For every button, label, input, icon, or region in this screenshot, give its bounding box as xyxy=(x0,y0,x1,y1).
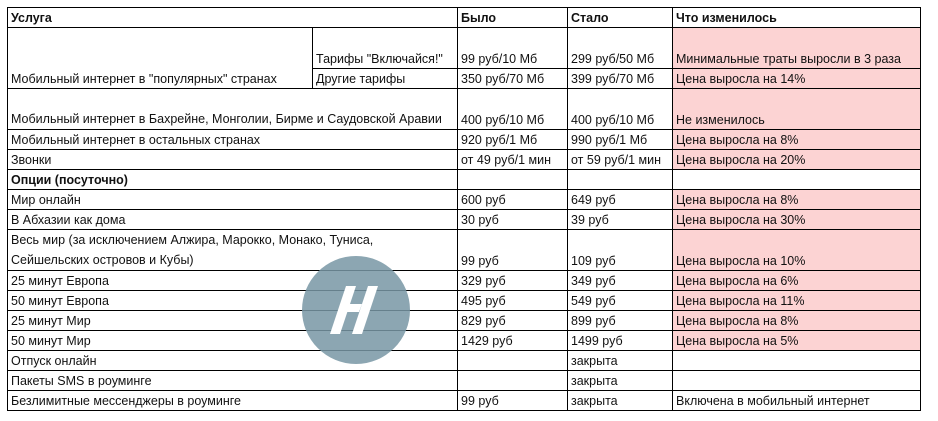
empty-cell xyxy=(568,170,673,190)
table-row xyxy=(8,271,921,291)
table-row xyxy=(8,331,921,351)
header-became: Стало xyxy=(568,8,673,28)
value-was: 30 руб xyxy=(458,210,568,230)
section-header-row xyxy=(8,170,921,190)
table-row xyxy=(8,291,921,311)
value-became: закрыта xyxy=(568,351,673,371)
value-was: от 49 руб/1 мин xyxy=(458,150,568,170)
value-changed: Цена выросла на 10% xyxy=(673,230,921,271)
table-row xyxy=(8,311,921,331)
header-service: Услуга xyxy=(8,8,458,28)
value-became: от 59 руб/1 мин xyxy=(568,150,673,170)
value-was: 99 руб xyxy=(458,391,568,411)
table-row xyxy=(8,28,921,69)
value-was: 829 руб xyxy=(458,311,568,331)
tariff-table xyxy=(7,7,921,411)
table-row xyxy=(8,391,921,411)
row-label: Отпуск онлайн xyxy=(8,351,458,371)
value-became: 990 руб/1 Мб xyxy=(568,130,673,150)
value-changed: Цена выросла на 20% xyxy=(673,150,921,170)
header-changed: Что изменилось xyxy=(673,8,921,28)
empty-cell xyxy=(458,170,568,190)
row-label: Весь мир (за исключением Алжира, Марокко, Монако, Туниса, Сейшельских островов и Кубы) xyxy=(8,230,458,271)
value-changed: Включена в мобильный интернет xyxy=(673,391,921,411)
empty-cell xyxy=(673,170,921,190)
table-row xyxy=(8,371,921,391)
value-was: 99 руб xyxy=(458,230,568,271)
row-label: Мобильный интернет в "популярных" странах xyxy=(8,28,313,89)
row-label: 50 минут Европа xyxy=(8,291,458,311)
value-was: 350 руб/70 Мб xyxy=(458,69,568,89)
value-was: 495 руб xyxy=(458,291,568,311)
value-was: 99 руб/10 Мб xyxy=(458,28,568,69)
row-label: В Абхазии как дома xyxy=(8,210,458,230)
slashes-logo-icon xyxy=(302,256,410,364)
value-became: 649 руб xyxy=(568,190,673,210)
table-row xyxy=(8,210,921,230)
row-label: 25 минут Европа xyxy=(8,271,458,291)
value-changed: Не изменилось xyxy=(673,89,921,130)
value-became: 899 руб xyxy=(568,311,673,331)
row-label: Безлимитные мессенджеры в роуминге xyxy=(8,391,458,411)
table-row xyxy=(8,190,921,210)
value-was: 600 руб xyxy=(458,190,568,210)
value-changed: Цена выросла на 5% xyxy=(673,331,921,351)
value-was xyxy=(458,371,568,391)
row-label: Пакеты SMS в роуминге xyxy=(8,371,458,391)
value-changed: Цена выросла на 30% xyxy=(673,210,921,230)
row-label: 50 минут Мир xyxy=(8,331,458,351)
value-changed: Цена выросла на 6% xyxy=(673,271,921,291)
value-changed xyxy=(673,351,921,371)
value-changed: Минимальные траты выросли в 3 раза xyxy=(673,28,921,69)
value-changed: Цена выросла на 11% xyxy=(673,291,921,311)
tariff-table-container xyxy=(7,7,921,411)
value-was: 1429 руб xyxy=(458,331,568,351)
value-became: 349 руб xyxy=(568,271,673,291)
value-became: 400 руб/10 Мб xyxy=(568,89,673,130)
table-row xyxy=(8,351,921,371)
value-became: 39 руб xyxy=(568,210,673,230)
value-was: 329 руб xyxy=(458,271,568,291)
value-became: закрыта xyxy=(568,371,673,391)
table-row xyxy=(8,89,921,130)
table-row xyxy=(8,130,921,150)
value-became: 109 руб xyxy=(568,230,673,271)
row-label: 25 минут Мир xyxy=(8,311,458,331)
value-was: 920 руб/1 Мб xyxy=(458,130,568,150)
value-changed: Цена выросла на 8% xyxy=(673,190,921,210)
value-changed: Цена выросла на 8% xyxy=(673,130,921,150)
header-row xyxy=(8,8,921,28)
sub-row-label: Другие тарифы xyxy=(313,69,458,89)
value-was xyxy=(458,351,568,371)
value-changed xyxy=(673,371,921,391)
value-was: 400 руб/10 Мб xyxy=(458,89,568,130)
value-became: 549 руб xyxy=(568,291,673,311)
table-row xyxy=(8,230,921,271)
row-label: Мобильный интернет в Бахрейне, Монголии, Бирме и Саудовской Аравии xyxy=(8,89,458,130)
row-label: Звонки xyxy=(8,150,458,170)
value-became: 299 руб/50 Мб xyxy=(568,28,673,69)
options-section-title: Опции (посуточно) xyxy=(8,170,458,190)
row-label: Мобильный интернет в остальных странах xyxy=(8,130,458,150)
slashes-logo-glyph xyxy=(302,256,410,364)
header-was: Было xyxy=(458,8,568,28)
value-became: 399 руб/70 Мб xyxy=(568,69,673,89)
row-label: Мир онлайн xyxy=(8,190,458,210)
value-became: 1499 руб xyxy=(568,331,673,351)
sub-row-label: Тарифы "Включайся!" xyxy=(313,28,458,69)
value-changed: Цена выросла на 14% xyxy=(673,69,921,89)
table-row xyxy=(8,150,921,170)
value-changed: Цена выросла на 8% xyxy=(673,311,921,331)
value-became: закрыта xyxy=(568,391,673,411)
